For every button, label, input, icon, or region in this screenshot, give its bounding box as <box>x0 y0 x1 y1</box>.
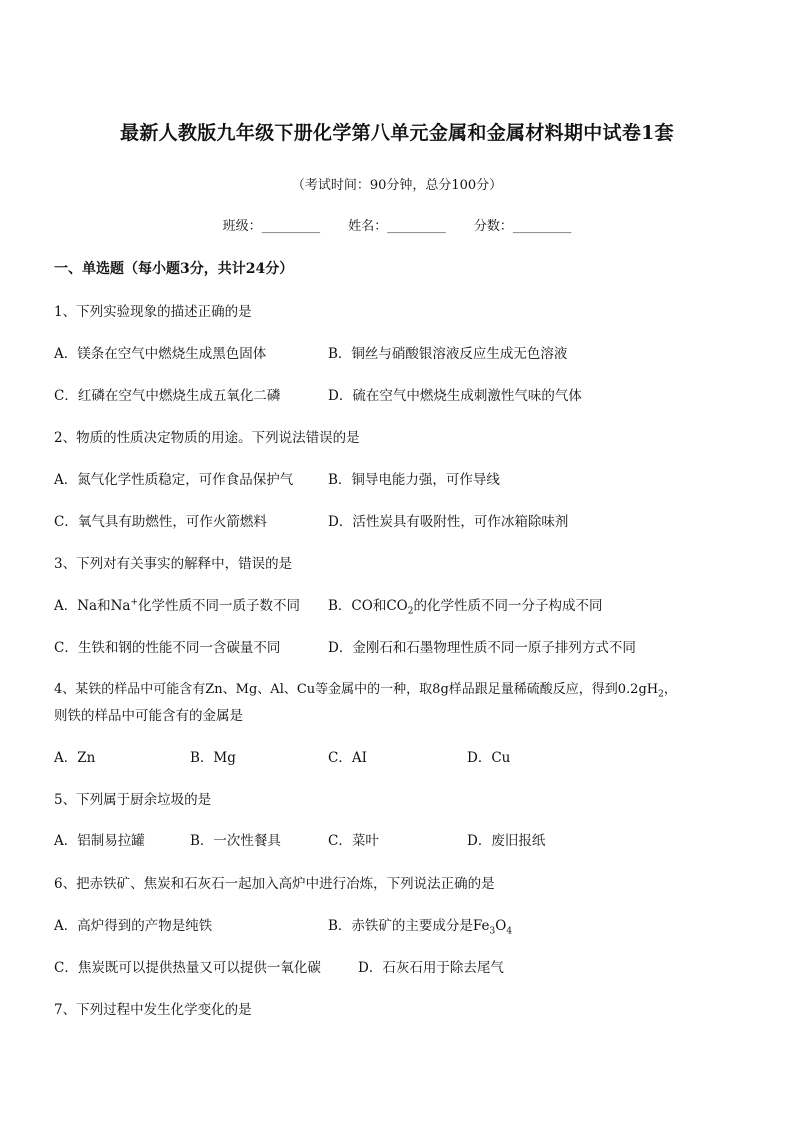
question-3-option-b: B．CO和$CO_2$的化学性质不同一分子构成不同 <box>328 598 603 617</box>
question-5-option-c: C．菜叶 <box>328 833 379 849</box>
question-2-option-a: A．氮气化学性质稳定，可作食品保护气 <box>54 472 294 488</box>
question-2-stem: 2、物质的性质决定物质的用途。下列说法错误的是 <box>54 430 360 446</box>
question-4-option-a: A．Zn <box>54 750 96 766</box>
question-4-stem: 4、某铁的样品中可能含有Zn、Mg、Al、Cu等金属中的一种，取8g样品跟足量稀硫酸反应，得到$0.2gH_2$， <box>54 682 677 700</box>
name-field: 姓名：_________ <box>348 219 446 234</box>
question-5-stem: 5、下列属于厨余垃圾的是 <box>54 792 212 808</box>
question-5-option-d: D．废旧报纸 <box>467 833 546 849</box>
question-2-option-d: D．活性炭具有吸附性，可作冰箱除味剂 <box>328 514 569 530</box>
question-4-option-b: B．Mg <box>190 750 236 766</box>
student-info-fields <box>0 215 794 234</box>
question-6-option-d: D．石灰石用于除去尾气 <box>358 960 504 976</box>
question-1-option-c: C．红磷在空气中燃烧生成五氧化二磷 <box>54 388 281 404</box>
question-3-stem: 3、下列对有关事实的解释中，错误的是 <box>54 556 293 572</box>
question-3-option-c: C．生铁和钢的性能不同一含碳量不同 <box>54 640 281 656</box>
section-heading: 一、单选题（每小题3分，共计24分） <box>54 261 294 277</box>
question-1-option-a: A．镁条在空气中燃烧生成黑色固体 <box>54 346 267 362</box>
question-7-stem: 7、下列过程中发生化学变化的是 <box>54 1002 252 1018</box>
question-3-option-d: D．金刚石和石墨物理性质不同一原子排列方式不同 <box>328 640 636 656</box>
question-2-option-b: B．铜导电能力强，可作导线 <box>328 472 500 488</box>
class-field: 班级：_________ <box>222 219 321 234</box>
score-field: 分数：_________ <box>473 219 572 234</box>
question-6-option-b: B．赤铁矿的主要成分是$Fe_3O_4$ <box>328 918 513 937</box>
question-6-option-c: C．焦炭既可以提供热量又可以提供一氧化碳 <box>54 960 321 976</box>
question-1-option-d: D．硫在空气中燃烧生成刺激性气味的气体 <box>328 388 582 404</box>
exam-title: 最新人教版九年级下册化学第八单元金属和金属材料期中试卷1套 <box>120 122 674 144</box>
question-4-option-c: C．AI <box>328 750 367 766</box>
exam-subtitle: （考试时间：90分钟，总分100分） <box>291 178 503 193</box>
question-5-option-b: B．一次性餐具 <box>190 833 281 849</box>
question-2-option-c: C．氧气具有助燃性，可作火箭燃料 <box>54 514 267 530</box>
question-4-option-d: D．Cu <box>467 750 511 766</box>
question-3-option-a: A．Na和Na+化学性质不同一质子数不同 <box>54 597 301 614</box>
question-5-option-a: A．铝制易拉罐 <box>54 833 145 849</box>
question-1-stem: 1、下列实验现象的描述正确的是 <box>54 304 252 320</box>
question-6-stem: 6、把赤铁矿、焦炭和石灰石一起加入高炉中进行冶炼，下列说法正确的是 <box>54 876 495 892</box>
question-1-option-b: B．铜丝与硝酸银溶液反应生成无色溶液 <box>328 346 568 362</box>
question-4-stem-line2: 则铁的样品中可能含有的金属是 <box>54 708 243 724</box>
question-6-option-a: A．高炉得到的产物是纯铁 <box>54 918 213 934</box>
